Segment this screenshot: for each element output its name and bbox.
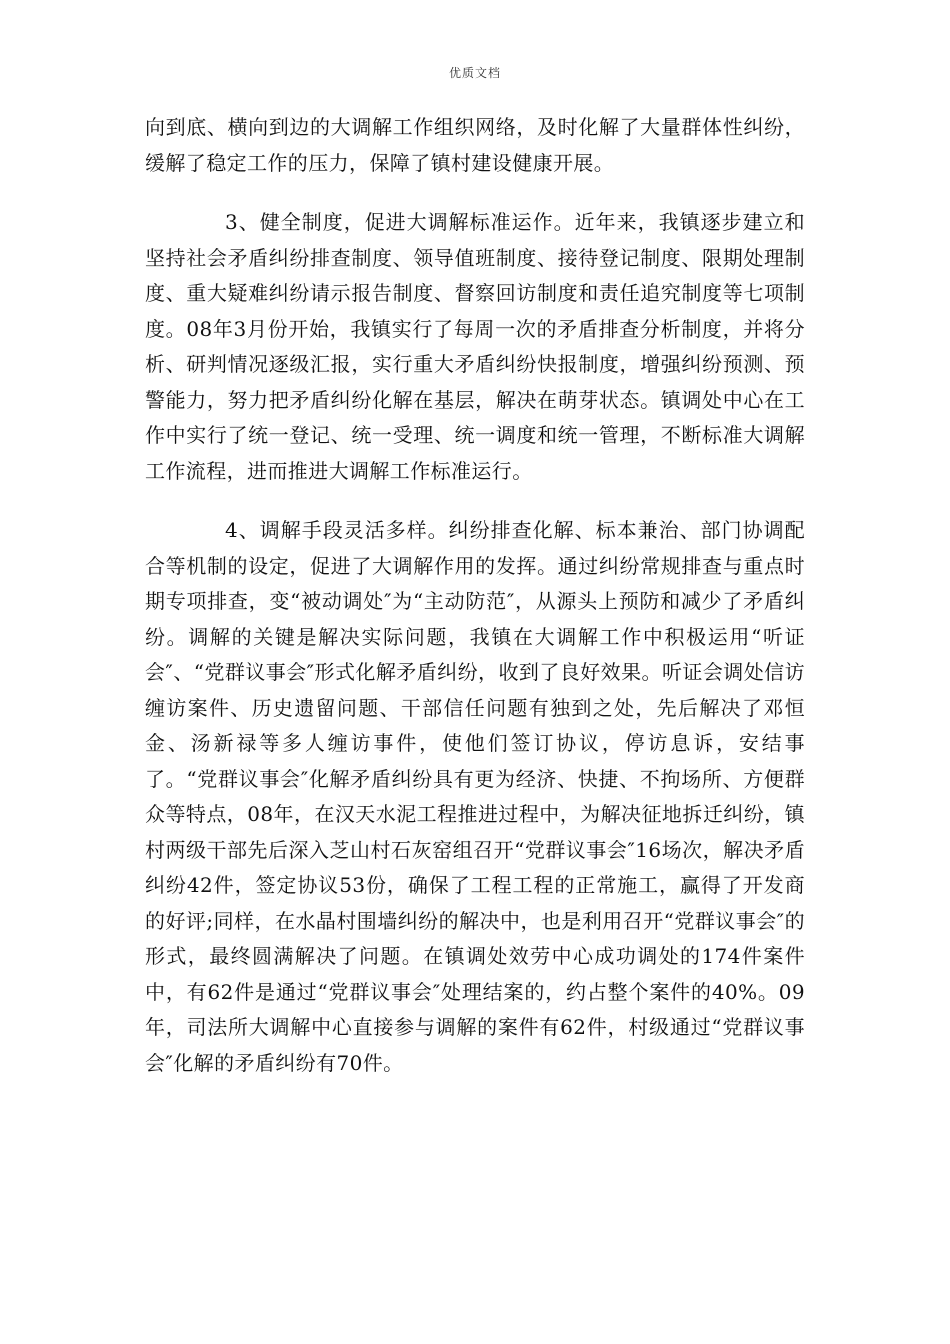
paragraph-item-4: 4、调解手段灵活多样。纠纷排查化解、标本兼治、部门协调配合等机制的设定，促进了大调解作用的发挥。通过纠纷常规排查与重点时期专项排查，变“被动调处″为“主动防范″，从源头上预防和减少了矛盾纠纷。调解的关键是解决实际问题，我镇在大调解工作中积极运用“听证会″、“党群议事会″形式化解矛盾纠纷，收到了良好效果。听证会调处信访缠访案件、历史遗留问题、干部信任问题有独到之处，先后解决了邓恒金、汤新禄等多人缠访事件，使他们签订协议，停访息诉，安结事了。“党群议事会″化解矛盾纠纷具有更为经济、快捷、不拘场所、方便群众等特点，08年，在汉天水泥工程推进过程中，为解决征地拆迁纠纷，镇村两级干部先后深入芝山村石灰窑组召开“党群议事会″16场次，解决矛盾纠纷42件，签定协议53份，确保了工程工程的正常施工，赢得了开发商的好评;同样，在水晶村围墙纠纷的解决中，也是利用召开“党群议事会″的形式，最终圆满解决了问题。在镇调处效劳中心成功调处的174件案件中，有62件是通过“党群议事会″处理结案的，约占整个案件的40%。09年，司法所大调解中心直接参与调解的案件有62件，村级通过“党群议事会″化解的矛盾纠纷有70件。 xyxy=(145,518,805,1075)
page-header: 优质文档 xyxy=(448,66,501,80)
paragraph-continuation: 向到底、横向到边的大调解工作组织网络，及时化解了大量群体性纠纷，缓解了稳定工作的压力，保障了镇村建设健康开展。 xyxy=(145,115,805,175)
paragraph-item-3: 3、健全制度，促进大调解标准运作。近年来，我镇逐步建立和坚持社会矛盾纠纷排查制度、领导值班制度、接待登记制度、限期处理制度、重大疑难纠纷请示报告制度、督察回访制度和责任追究制度等七项制度。08年3月份开始，我镇实行了每周一次的矛盾排查分析制度，并将分析、研判情况逐级汇报，实行重大矛盾纠纷快报制度，增强纠纷预测、预警能力，努力把矛盾纠纷化解在基层，解决在萌芽状态。镇调处中心在工作中实行了统一登记、统一受理、统一调度和统一管理，不断标准大调解工作流程，进而推进大调解工作标准运行。 xyxy=(145,210,805,483)
document-body xyxy=(145,110,805,1081)
